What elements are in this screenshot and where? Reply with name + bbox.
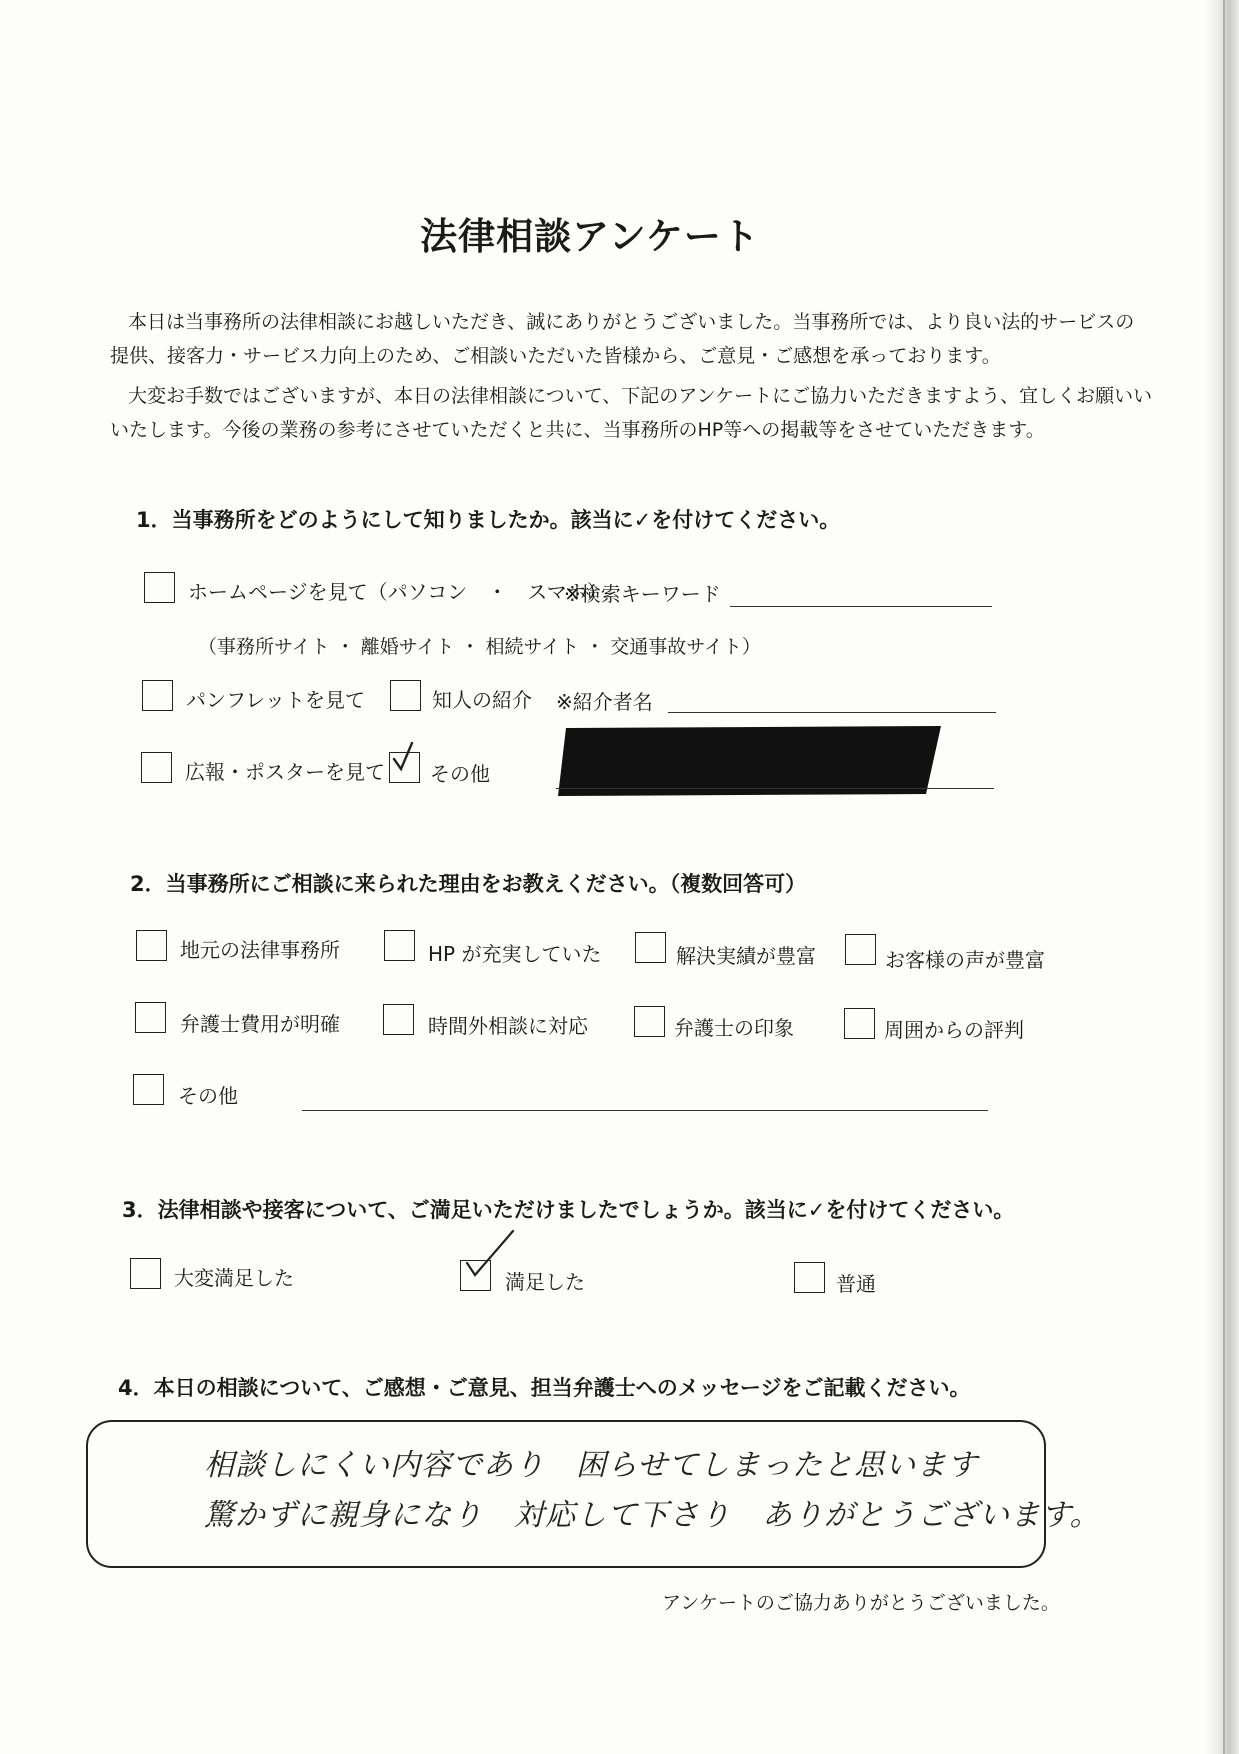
- q2-other-label: その他: [178, 1084, 238, 1108]
- q2-option-label: 地元の法律事務所: [180, 938, 340, 962]
- q1-poster-label: 広報・ポスターを見て: [185, 760, 385, 784]
- q2-option-label: 時間外相談に対応: [428, 1014, 588, 1038]
- q2-option-label: 周囲からの評判: [884, 1018, 1024, 1042]
- q2-other-checkbox[interactable]: [133, 1074, 164, 1105]
- redaction-block: [556, 724, 946, 796]
- closing-text: アンケートのご協力ありがとうございました。: [662, 1592, 1060, 1614]
- q1-poster-checkbox[interactable]: [141, 752, 172, 783]
- q1-referral-checkbox[interactable]: [390, 680, 421, 711]
- q2-option-label: お客様の声が豊富: [885, 948, 1045, 972]
- q1-referrer-label: ※紹介者名: [556, 690, 653, 714]
- q1-other-checkbox[interactable]: [389, 752, 420, 783]
- q2-other-field[interactable]: [302, 1110, 988, 1111]
- q2-option-checkbox[interactable]: [844, 1008, 875, 1039]
- q2-option-checkbox[interactable]: [635, 932, 666, 963]
- q2-option-checkbox[interactable]: [136, 930, 167, 961]
- q3-option-label: 普通: [836, 1272, 876, 1296]
- q2-option-checkbox[interactable]: [384, 930, 415, 961]
- q1-sites-label: （事務所サイト ・ 離婚サイト ・ 相続サイト ・ 交通事故サイト）: [198, 636, 761, 658]
- scan-edge-shadow: [1205, 0, 1239, 1754]
- q1-heading: 1．当事務所をどのようにして知りましたか。該当に✓を付けてください。: [136, 508, 841, 532]
- q3-option-label: 大変満足した: [174, 1266, 294, 1290]
- q1-homepage-label: ホームページを見て（パソコン ・ スマホ）: [188, 580, 607, 604]
- q2-option-label: 解決実績が豊富: [676, 944, 816, 968]
- q3-option-label: 満足した: [505, 1270, 585, 1294]
- q1-pamphlet-label: パンフレットを見て: [186, 688, 365, 712]
- q3-option-checkbox[interactable]: [794, 1262, 825, 1293]
- q2-option-label: 弁護士費用が明確: [180, 1012, 340, 1036]
- q2-option-checkbox[interactable]: [634, 1006, 665, 1037]
- q1-homepage-checkbox[interactable]: [144, 572, 175, 603]
- q2-option-checkbox[interactable]: [135, 1002, 166, 1033]
- intro-line-4: いたします。今後の業務の参考にさせていただくと共に、当事務所のHP等への掲載等をさせていただきます。: [110, 419, 1045, 441]
- q1-keyword-field[interactable]: [730, 606, 992, 607]
- q2-option-checkbox[interactable]: [845, 934, 876, 965]
- q2-option-label: HP が充実していた: [428, 942, 602, 966]
- intro-line-2: 提供、接客力・サービス力向上のため、ご相談いただいた皆様から、ご意見・ご感想を承っております。: [110, 345, 1001, 367]
- q4-heading: 4．本日の相談について、ご感想・ご意見、担当弁護士へのメッセージをご記載ください。: [118, 1376, 971, 1400]
- q1-other-field[interactable]: [556, 788, 994, 789]
- q3-heading: 3．法律相談や接客について、ご満足いただけましたでしょうか。該当に✓を付けてください。: [122, 1198, 1015, 1222]
- q2-option-label: 弁護士の印象: [674, 1016, 794, 1040]
- q2-option-checkbox[interactable]: [383, 1004, 414, 1035]
- intro-line-3: 大変お手数ではございますが、本日の法律相談について、下記のアンケートにご協力いただきますよう、宜しくお願いい: [128, 385, 1153, 407]
- q2-heading: 2．当事務所にご相談に来られた理由をお教えください。（複数回答可）: [130, 872, 807, 896]
- q1-pamphlet-checkbox[interactable]: [142, 680, 173, 711]
- q3-option-checkbox[interactable]: [130, 1258, 161, 1289]
- q3-option-checkbox[interactable]: [460, 1260, 491, 1291]
- q1-keyword-label: ※検索キーワード: [564, 582, 721, 606]
- check-mark-icon: [463, 1237, 503, 1277]
- check-mark-icon: [388, 739, 428, 779]
- page-title: 法律相談アンケート: [420, 215, 760, 258]
- handwritten-line-1: 相談しにくい内容であり 困らせてしまったと思います: [204, 1448, 979, 1483]
- handwritten-line-2: 驚かずに親身になり 対応して下さり ありがとうございます。: [204, 1498, 1101, 1533]
- q1-referral-label: 知人の紹介: [432, 688, 532, 712]
- scan-edge-line: [1223, 0, 1225, 1754]
- q1-referrer-field[interactable]: [668, 712, 996, 713]
- q1-other-label: その他: [430, 762, 490, 786]
- intro-line-1: 本日は当事務所の法律相談にお越しいただき、誠にありがとうございました。当事務所では、より良い法的サービスの: [128, 311, 1135, 333]
